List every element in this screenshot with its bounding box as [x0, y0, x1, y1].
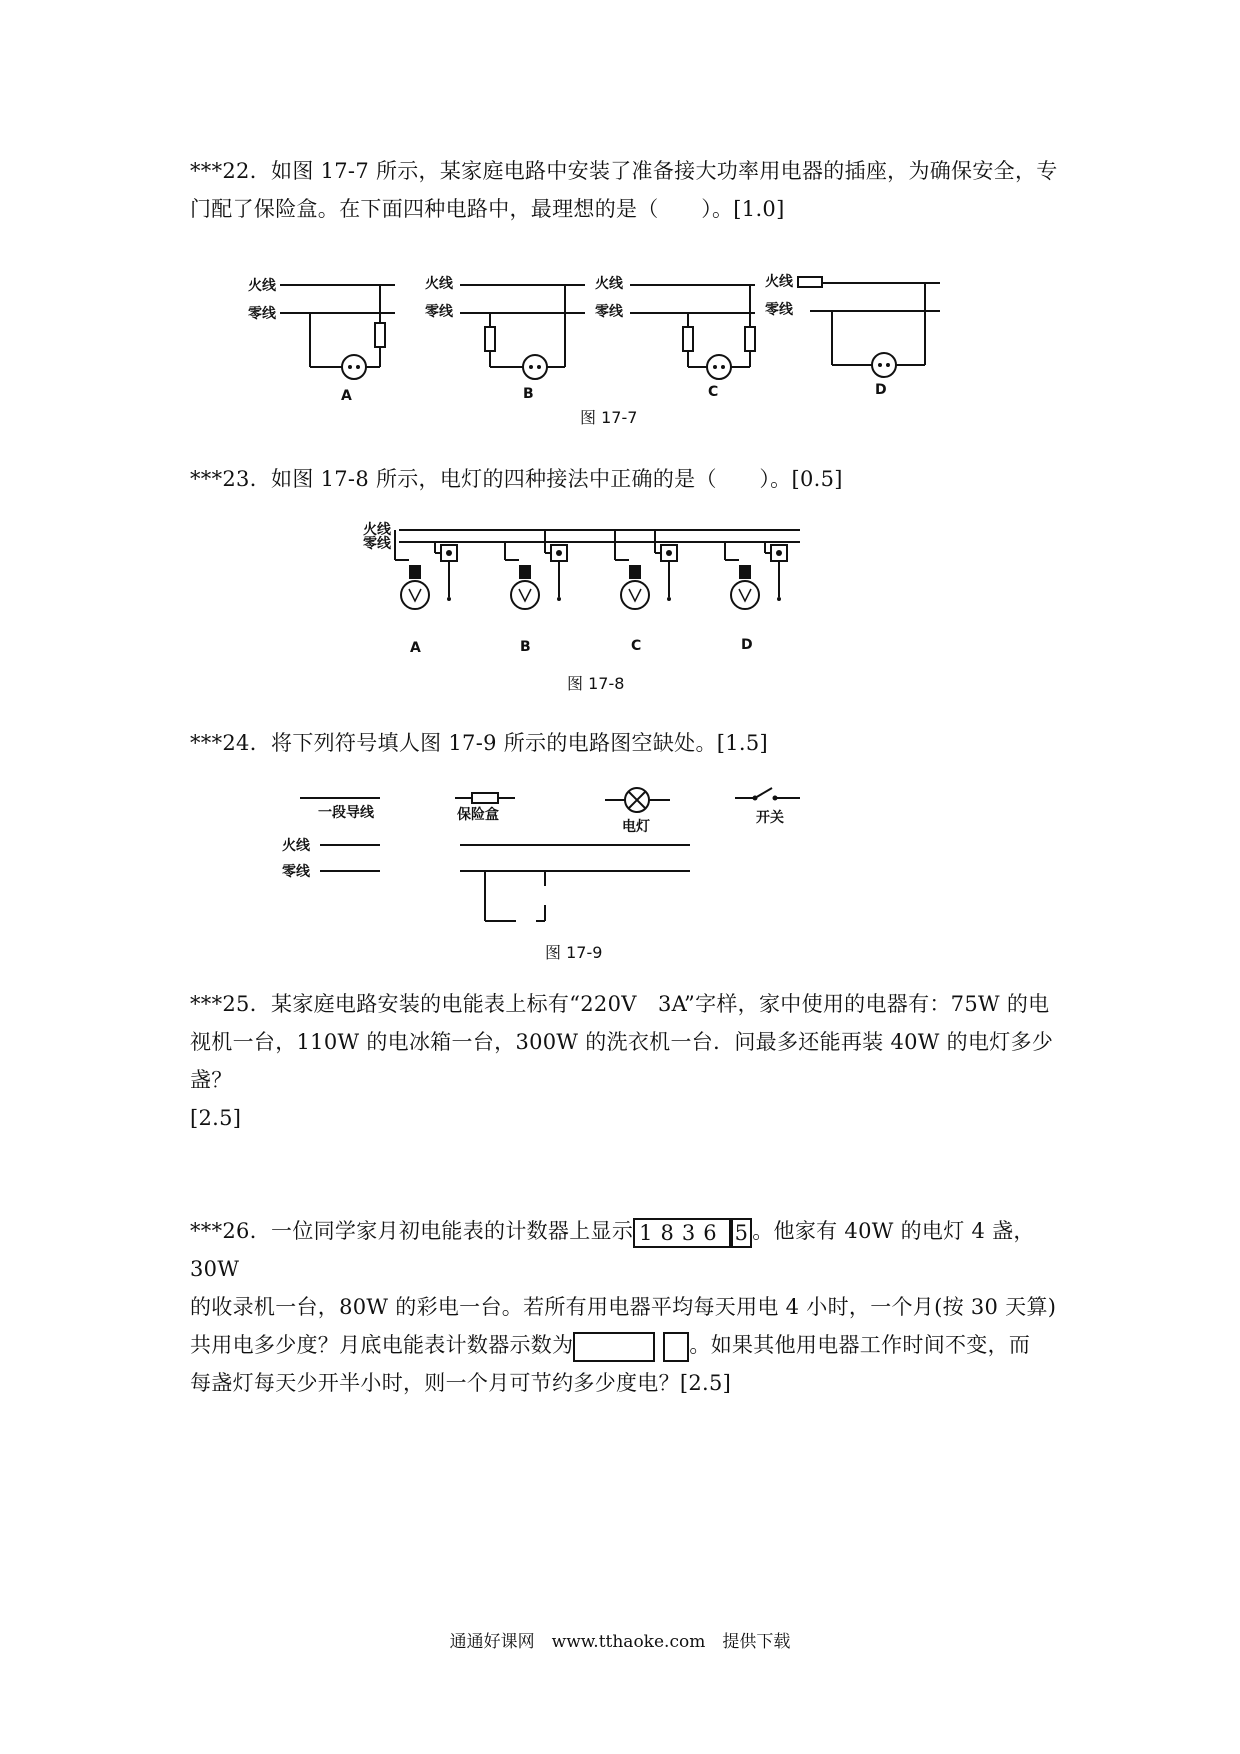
- question-26-line3-post: 。如果其他用电器工作时间不变，而: [689, 1333, 1031, 1357]
- question-26: [190, 1212, 1060, 1402]
- lamp-socket: [739, 565, 751, 579]
- answer-box-last[interactable]: [663, 1332, 689, 1362]
- question-25-line3: [2.5]: [190, 1106, 242, 1130]
- fig79-symbol-switch: 开关: [756, 810, 784, 826]
- question-25-line2: 视机一台，110W 的电冰箱一台，300W 的洗衣机一台．问最多还能再装 40W 的电灯多少盏？: [190, 1030, 1054, 1092]
- fig79-neutral-label: 零线: [282, 864, 310, 880]
- figure-17-7: [220, 255, 1000, 400]
- lamp-socket: [409, 565, 421, 579]
- question-22-line2: 门配了保险盒。在下面四种电路中，最理想的是（ ）。[1.0]: [190, 197, 785, 221]
- question-23-text: ***23．如图 17-8 所示，电灯的四种接法中正确的是（ ）。[0.5]: [190, 467, 843, 491]
- question-26-line3-pre: 共用电多少度？月底电能表计数器示数为: [190, 1333, 574, 1357]
- answer-box-main[interactable]: [573, 1332, 655, 1362]
- fig77-neutral-label-a: 零线: [248, 306, 276, 322]
- switch-terminal: [667, 597, 671, 601]
- question-26-line2: 的收录机一台，80W 的彩电一台。若所有用电器平均每天用电 4 小时，一个月(按 30 天算): [190, 1295, 1057, 1319]
- fig78-option-a: A: [410, 640, 421, 656]
- fig79-symbol-fuse: 保险盒: [457, 807, 499, 823]
- question-26-line1-post: 。他家有 40W 的电灯 4 盏，30W: [190, 1219, 1035, 1281]
- figure-17-8: [355, 515, 815, 665]
- fig78-option-c: C: [631, 638, 642, 654]
- question-25-line1: ***25．某家庭电路安装的电能表上标有“220V 3A”字样，家中使用的电器有：75W 的电: [190, 992, 1050, 1016]
- question-26-line3: [190, 1326, 1060, 1364]
- fig77-neutral-label-b: 零线: [425, 304, 453, 320]
- meter-reading-last-digit: 5: [731, 1218, 753, 1248]
- question-24: [190, 724, 1060, 762]
- fig78-neutral-label: 零线: [363, 536, 391, 552]
- fig79-live-label: 火线: [282, 838, 310, 854]
- fig79-symbol-wire: 一段导线: [318, 805, 374, 821]
- fig77-live-label-c: 火线: [595, 276, 623, 292]
- figure-17-7-caption: 图 17-7: [580, 408, 638, 427]
- fig78-live-label: 火线: [363, 522, 391, 538]
- question-26-line1: [190, 1212, 1060, 1288]
- footer: 通通好课网 www.tthaoke.com 提供下载: [449, 1632, 791, 1652]
- question-22: [190, 152, 1060, 228]
- fig77-neutral-label-d: 零线: [765, 302, 793, 318]
- light-bulb: [401, 581, 429, 609]
- fig78-option-d: D: [741, 637, 753, 653]
- meter-reading-digits: 1836: [633, 1218, 730, 1248]
- wall-switch-knob: [666, 550, 672, 556]
- wall-switch-knob: [556, 550, 562, 556]
- question-26-line4: 每盏灯每天少开半小时，则一个月可节约多少度电？[2.5]: [190, 1371, 732, 1395]
- figure-17-9-caption: 图 17-9: [545, 943, 603, 962]
- figure-17-9: [260, 778, 820, 928]
- light-bulb: [731, 581, 759, 609]
- switch-terminal: [557, 597, 561, 601]
- light-bulb: [511, 581, 539, 609]
- wall-switch-knob: [446, 550, 452, 556]
- question-25: [190, 985, 1060, 1137]
- question-23: [190, 460, 1060, 498]
- switch-terminal: [447, 597, 451, 601]
- fig79-symbol-lamp: 电灯: [622, 819, 650, 835]
- fig77-live-label-a: 火线: [248, 278, 276, 294]
- lamp-socket: [629, 565, 641, 579]
- fig77-live-label-d: 火线: [765, 274, 793, 290]
- question-24-text: ***24．将下列符号填人图 17-9 所示的电路图空缺处。[1.5]: [190, 731, 769, 755]
- figure-17-8-caption: 图 17-8: [567, 674, 625, 693]
- fig77-option-d: D: [875, 382, 887, 398]
- question-26-line1-pre: ***26．一位同学家月初电能表的计数器上显示: [190, 1219, 634, 1243]
- light-bulb: [621, 581, 649, 609]
- lamp-socket: [519, 565, 531, 579]
- fig78-option-b: B: [520, 639, 531, 655]
- switch-terminal: [777, 597, 781, 601]
- fig77-option-c: C: [708, 384, 719, 400]
- question-22-line1: ***22．如图 17-7 所示，某家庭电路中安装了准备接大功率用电器的插座，为确保安全，专: [190, 159, 1058, 183]
- fig77-option-a: A: [341, 388, 352, 400]
- fig77-option-b: B: [523, 386, 534, 400]
- fig77-neutral-label-c: 零线: [595, 304, 623, 320]
- fig77-live-label-b: 火线: [425, 276, 453, 292]
- wall-switch-knob: [776, 550, 782, 556]
